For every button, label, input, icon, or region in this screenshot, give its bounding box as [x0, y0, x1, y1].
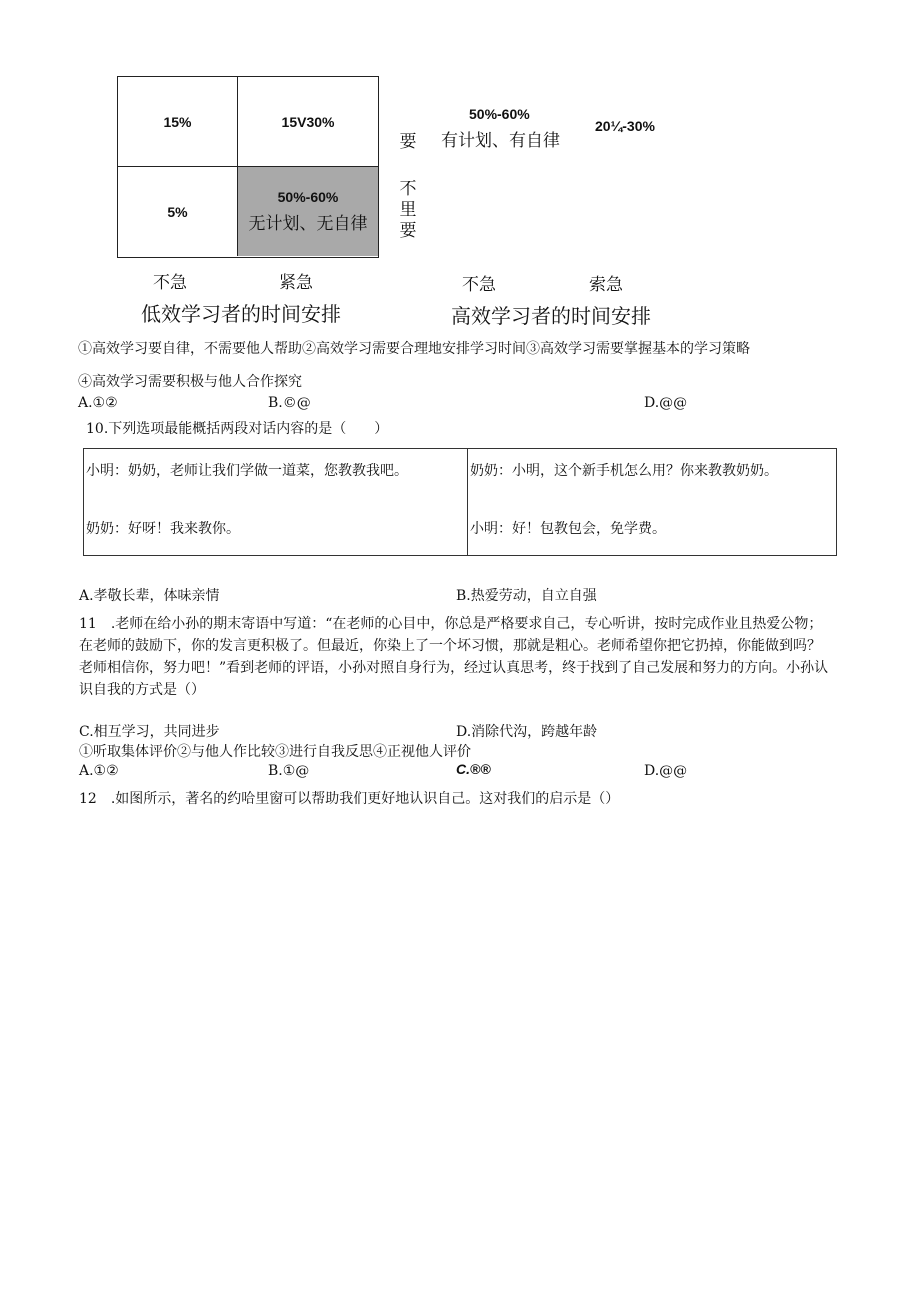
q9-statements-line1: ①高效学习要自律，不需要他人帮助②高效学习需要合理地安排学习时间③高效学习需要掌握基本的学习策略 [78, 341, 750, 357]
right-chart-value-2: 20¼-30% [595, 118, 655, 134]
q10-option-a[interactable]: A.孝敬长辈，体味亲情 [79, 588, 220, 604]
dialogue-divider [467, 449, 468, 555]
axis-important-label: 要 [399, 132, 417, 151]
q11-option-a[interactable]: A.①② [79, 763, 119, 779]
axis-unimportant-label-3: 要 [399, 221, 417, 240]
axis-unimportant-label-2: 里 [399, 200, 417, 219]
q9-option-b[interactable]: B.©@ [268, 395, 311, 411]
q11-option-c-prev[interactable]: C.相互学习，共同进步 [79, 724, 220, 740]
q11-stem: 11 .老师在给小孙的期末寄语中写道：“在老师的心目中，你总是严格要求自己，专心听讲，按时完成作业且热爱公物；在老师的鼓励下，你的发言更积极了。但最近，你染上了一个坏习惯，那就是粗心。老师希望你把它扔掉，你能做到吗？老师相信你，努力吧！”看到老师的评语，小孙对照自身行为，经过认真思考，终于找到了自己发展和努力的方向。小孙认识自我的方式是（） [79, 616, 829, 698]
left-x-label-urgent: 紧急 [279, 273, 313, 292]
right-chart-note: 有计划、有自律 [441, 131, 560, 150]
q9-option-d[interactable]: D.@@ [644, 395, 688, 411]
right-chart-value-1: 50%-60% [469, 106, 530, 122]
axis-unimportant-label-1: 不 [399, 179, 417, 198]
q12-stem: 12 .如图所示，著名的约哈里窗可以帮助我们更好地认识自己。这对我们的启示是（） [79, 791, 620, 807]
right-x-label-urgent: 索急 [589, 275, 623, 294]
q11-items: ①听取集体评价②与他人作比较③进行自我反思④正视他人评价 [79, 744, 471, 760]
q11-option-d-prev[interactable]: D.消除代沟，跨越年龄 [456, 724, 598, 740]
q9-statements-line2: ④高效学习需要积极与他人合作探究 [78, 374, 302, 390]
quadrant-note: 无计划、无自律 [248, 214, 368, 233]
quadrant-value: 50%-60% [277, 189, 339, 205]
quadrant-important-urgent [238, 77, 378, 167]
quadrant-unimportant-not-urgent [118, 167, 238, 256]
left-chart-caption: 低效学习者的时间安排 [141, 302, 341, 326]
dialogue-table [83, 448, 837, 556]
left-dialog-line2: 奶奶：好呀！我来教你。 [86, 521, 240, 537]
left-dialog-line1: 小明：奶奶，老师让我们学做一道菜，您教教我吧。 [86, 463, 408, 479]
right-x-label-not-urgent: 不急 [462, 275, 496, 294]
q11-option-d[interactable]: D.@@ [644, 763, 688, 779]
right-chart-caption: 高效学习者的时间安排 [451, 304, 651, 328]
quadrant-value: 15V30% [281, 113, 335, 130]
q10-stem: 10.下列选项最能概括两段对话内容的是（ ） [86, 421, 389, 437]
quadrant-value: 5% [167, 203, 188, 220]
quadrant-unimportant-urgent [238, 167, 378, 256]
q11-option-b[interactable]: B.①@ [268, 763, 310, 779]
right-dialog-line2: 小明：好！包教包会，免学费。 [470, 521, 666, 537]
q9-option-a[interactable]: A.①② [78, 395, 118, 411]
right-dialog-line1: 奶奶：小明，这个新手机怎么用？你来教教奶奶。 [470, 463, 778, 479]
q11-option-c[interactable]: C.®® [456, 761, 491, 777]
quadrant-value: 15% [163, 113, 192, 130]
quadrant-important-not-urgent [118, 77, 238, 167]
left-x-label-not-urgent: 不急 [153, 273, 187, 292]
low-efficiency-quadrant-chart [117, 76, 379, 258]
q10-option-b[interactable]: B.热爱劳动，自立自强 [456, 588, 597, 604]
